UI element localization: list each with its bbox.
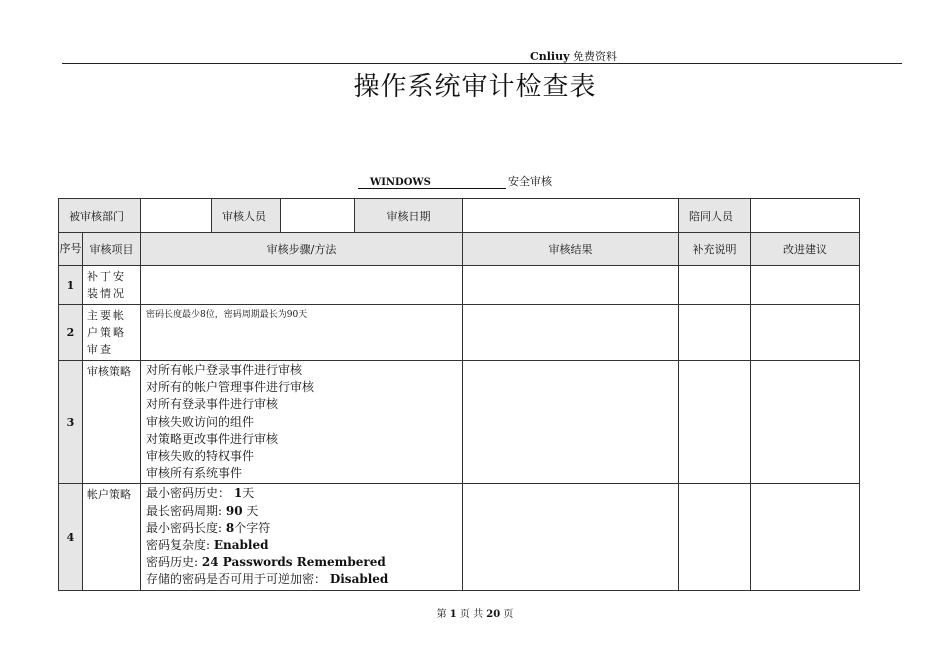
footer-page: 1 — [449, 609, 457, 620]
row-seq: 4 — [59, 484, 83, 590]
header-brand: Cnliuy — [530, 50, 570, 63]
col-seq: 序号 — [59, 233, 83, 266]
row-steps — [141, 361, 463, 484]
row-result[interactable] — [463, 484, 679, 590]
document-title: 操作系统审计检查表 — [353, 72, 597, 102]
header-rule — [62, 63, 902, 64]
subtitle — [358, 173, 552, 189]
subtitle-suffix: 安全审核 — [508, 175, 552, 188]
column-header-row — [59, 233, 860, 266]
step-value: 24 Passwords Remembered — [201, 555, 386, 570]
row-note[interactable] — [679, 266, 751, 305]
row-item: 补丁安装情况 — [83, 266, 141, 305]
auditor-label: 审核人员 — [212, 199, 281, 233]
row-steps: 密码长度最少8位，密码周期最长为90天 — [141, 305, 463, 361]
row-seq: 2 — [59, 305, 83, 361]
row-seq: 1 — [59, 266, 83, 305]
step-value: 90 — [225, 503, 243, 518]
row-result[interactable] — [463, 361, 679, 484]
step-line — [146, 554, 457, 571]
row-result[interactable] — [463, 266, 679, 305]
step-unit: 天 — [242, 486, 255, 501]
step-line — [146, 503, 457, 520]
dept-value[interactable] — [141, 199, 212, 233]
info-row — [59, 199, 860, 233]
row-suggest[interactable] — [751, 305, 860, 361]
footer-total: 20 — [486, 609, 501, 620]
header-note: 免费资料 — [573, 50, 617, 63]
row-seq: 3 — [59, 361, 83, 484]
row-item: 帐户策略 — [83, 484, 141, 590]
step-line: 对所有的帐户管理事件进行审核 — [146, 380, 315, 395]
step-line — [146, 485, 457, 502]
dept-label: 被审核部门 — [59, 199, 141, 233]
row-steps — [141, 484, 463, 590]
subtitle-os: WINDOWS — [358, 177, 506, 189]
row-note[interactable] — [679, 361, 751, 484]
step-value: 1 — [233, 486, 243, 501]
step-value: Enabled — [213, 538, 269, 553]
step-line — [146, 571, 457, 588]
step-value: 8 — [225, 520, 235, 535]
page-header — [530, 48, 617, 64]
col-result: 审核结果 — [463, 233, 679, 266]
row-suggest[interactable] — [751, 266, 860, 305]
table-row — [59, 361, 860, 484]
row-item: 主要帐户策略审查 — [83, 305, 141, 361]
footer-suffix: 页 — [503, 609, 514, 620]
step-line: 对所有帐户登录事件进行审核 — [146, 363, 303, 377]
step-line: 对所有登录事件进行审核 — [146, 397, 279, 412]
step-label: 密码复杂度: — [146, 538, 211, 553]
date-value[interactable] — [463, 199, 679, 233]
row-note[interactable] — [679, 305, 751, 361]
step-value: Disabled — [329, 572, 389, 587]
footer-prefix: 第 — [436, 609, 447, 620]
date-label: 审核日期 — [355, 199, 463, 233]
step-label: 最小密码历史： — [146, 486, 231, 501]
row-suggest[interactable] — [751, 361, 860, 484]
step-label: 密码历史: — [146, 555, 199, 570]
col-item: 审核项目 — [83, 233, 141, 266]
table-row — [59, 305, 860, 361]
step-unit: 天 — [246, 503, 259, 518]
step-label: 最小密码长度: — [146, 520, 223, 535]
step-line — [146, 520, 457, 537]
col-steps: 审核步骤/方法 — [141, 233, 463, 266]
step-line — [146, 537, 457, 554]
col-note: 补充说明 — [679, 233, 751, 266]
step-label: 存储的密码是否可用于可逆加密： — [146, 572, 327, 587]
col-suggest: 改进建议 — [751, 233, 860, 266]
row-item: 审核策略 — [83, 361, 141, 484]
table-row — [59, 266, 860, 305]
step-line: 审核失败访问的组件 — [146, 414, 255, 429]
step-label: 最长密码周期: — [146, 503, 223, 518]
step-line: 对策略更改事件进行审核 — [146, 431, 279, 446]
step-line: 审核失败的特权事件 — [146, 449, 255, 464]
companion-label: 陪同人员 — [679, 199, 751, 233]
companion-value[interactable] — [751, 199, 860, 233]
page-footer — [0, 605, 950, 620]
row-result[interactable] — [463, 305, 679, 361]
auditor-value[interactable] — [281, 199, 355, 233]
audit-table — [58, 198, 860, 591]
row-suggest[interactable] — [751, 484, 860, 590]
table-row — [59, 484, 860, 590]
footer-mid: 页 共 — [459, 609, 484, 620]
row-note[interactable] — [679, 484, 751, 590]
step-line: 审核所有系统事件 — [146, 466, 243, 481]
row-steps[interactable] — [141, 266, 463, 305]
step-unit: 个字符 — [234, 520, 271, 535]
